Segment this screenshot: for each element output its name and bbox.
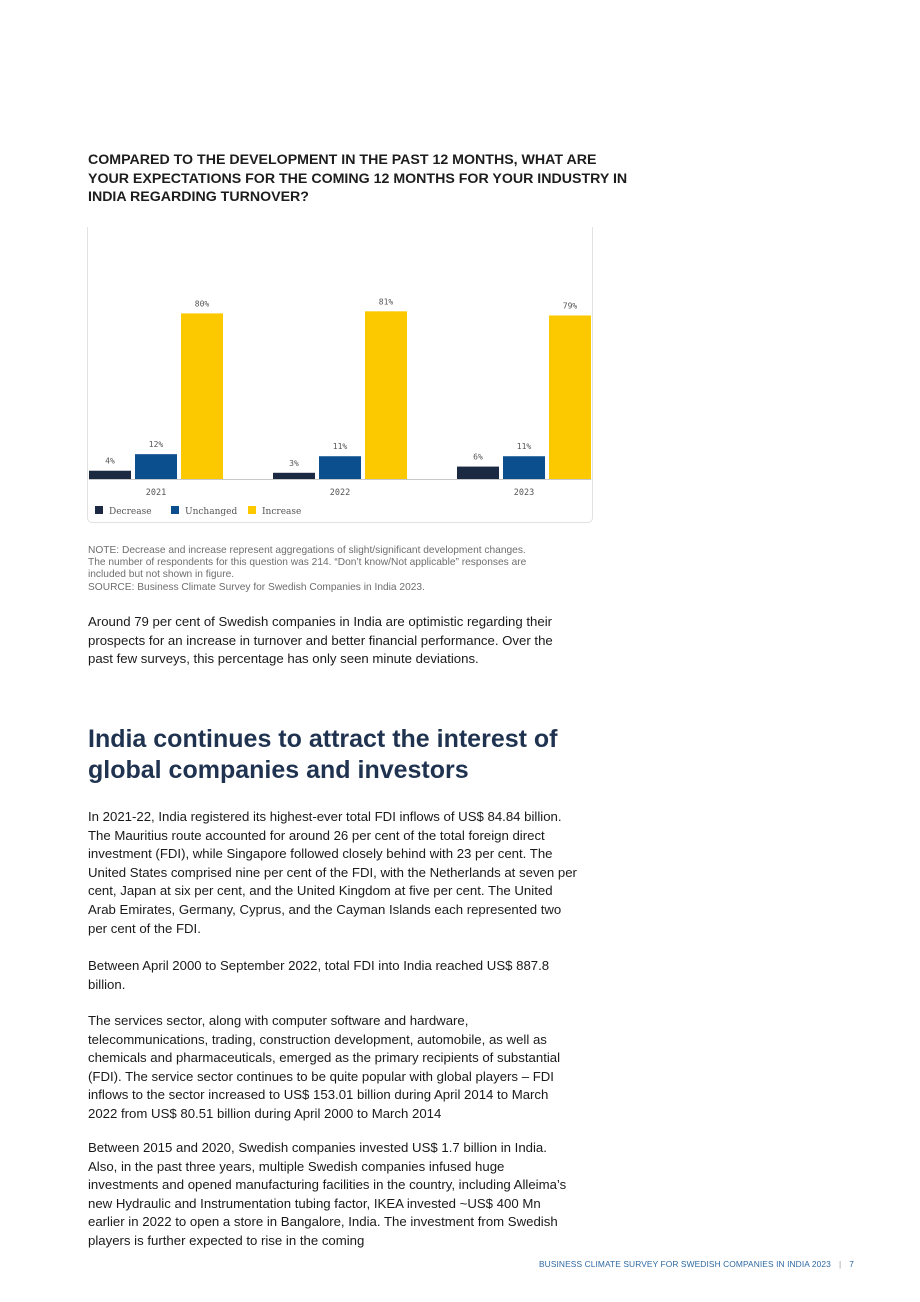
bar-decrease-2022 (273, 473, 315, 479)
data-label: 6% (473, 452, 483, 462)
legend-label-increase: Increase (262, 507, 302, 517)
bar-unchanged-2022 (319, 456, 361, 479)
footer-separator: | (838, 1259, 842, 1269)
bar-decrease-2021 (89, 471, 131, 479)
turnover-expectations-chart (87, 227, 593, 523)
bar-increase-2021 (181, 313, 223, 479)
legend-label-decrease: Decrease (109, 507, 152, 517)
section-heading: India continues to attract the interest of global companies and investors (88, 725, 558, 784)
intro-paragraph: Around 79 per cent of Swedish companies in India are optimistic regarding their prospects for an increase in turnover and better financial performance. Over the past few surveys, this percentage has only seen minute deviations. (88, 614, 553, 667)
page-footer (0, 1259, 854, 1269)
data-label: 11% (516, 442, 532, 452)
bar-increase-2023 (549, 315, 591, 479)
data-label: 80% (194, 299, 210, 309)
data-label: 79% (562, 301, 578, 311)
data-label: 11% (332, 442, 348, 452)
footer-title: BUSINESS CLIMATE SURVEY FOR SWEDISH COMPANIES IN INDIA 2023 (538, 1259, 831, 1269)
chart-question-title: COMPARED TO THE DEVELOPMENT IN THE PAST 12 MONTHS, WHAT ARE YOUR EXPECTATIONS FOR THE COMING 12 MONTHS FOR YOUR INDUSTRY IN INDIA REGARDING TURNOVER? (88, 152, 628, 205)
legend-swatch-increase (248, 506, 256, 514)
source-line: SOURCE: Business Climate Survey for Swedish Companies in India 2023. (88, 581, 425, 593)
body-paragraph-fdi-inflows: In 2021-22, India registered its highest-ever total FDI inflows of US$ 84.84 billion. The Mauritius route accounted for around 26 per cent of the total foreign direct investment (FDI), while Singapore followed closely behind with 23 per cent. The United States comprised nine per cent of the FDI, with the Netherlands at seven per cent, Japan at six per cent, and the United Kingdom at five per cent. The United Arab Emirates, Germany, Cyprus, and the Cayman Islands each represented two per cent of the FDI. (88, 809, 577, 936)
category-label-2022: 2022 (329, 488, 351, 498)
chart-note (88, 545, 568, 594)
note-line: NOTE: Decrease and increase represent aggregations of slight/significant development changes. (88, 545, 526, 556)
bar-unchanged-2021 (135, 454, 177, 479)
legend-label-unchanged: Unchanged (185, 507, 238, 517)
data-label: 81% (378, 297, 394, 307)
category-label-2021: 2021 (145, 488, 167, 498)
body-paragraph-services-sector: The services sector, along with computer software and hardware, telecommunications, trading, construction development, automobile, as well as chemicals and pharmaceuticals, emerged as the primary recipients of substantial (FDI). The service sector continues to be quite popular with global players – FDI inflows to the sector increased to US$ 153.01 billion during April 2014 to March 2022 from US$ 80.51 billion during April 2000 to March 2014 (88, 1013, 561, 1121)
legend-swatch-decrease (95, 506, 103, 514)
page-number: 7 (849, 1259, 854, 1269)
data-label: 12% (148, 440, 164, 450)
note-line: included but not shown in figure. (88, 569, 235, 581)
note-line: The number of respondents for this question was 214. “Don’t know/Not applicable” responses are (88, 557, 527, 569)
category-label-2023: 2023 (513, 488, 535, 498)
data-label: 3% (289, 458, 299, 468)
bar-unchanged-2023 (503, 456, 545, 479)
bar-decrease-2023 (457, 467, 499, 479)
data-label: 4% (105, 456, 115, 466)
body-paragraph-total-fdi: Between April 2000 to September 2022, total FDI into India reached US$ 887.8 billion. (88, 958, 550, 992)
bar-increase-2022 (365, 311, 407, 479)
legend-swatch-unchanged (171, 506, 179, 514)
body-paragraph-swedish-investment: Between 2015 and 2020, Swedish companies invested US$ 1.7 billion in India. Also, in the past three years, multiple Swedish companies infused huge investments and opened manufacturing facilities in the country, including Alleima’s new Hydraulic and Instrumentation tubing factor, IKEA invested ~US$ 400 Mn earlier in 2022 to open a store in Bangalore, India. The investment from Swedish players is further expected to rise in the coming (88, 1140, 567, 1248)
